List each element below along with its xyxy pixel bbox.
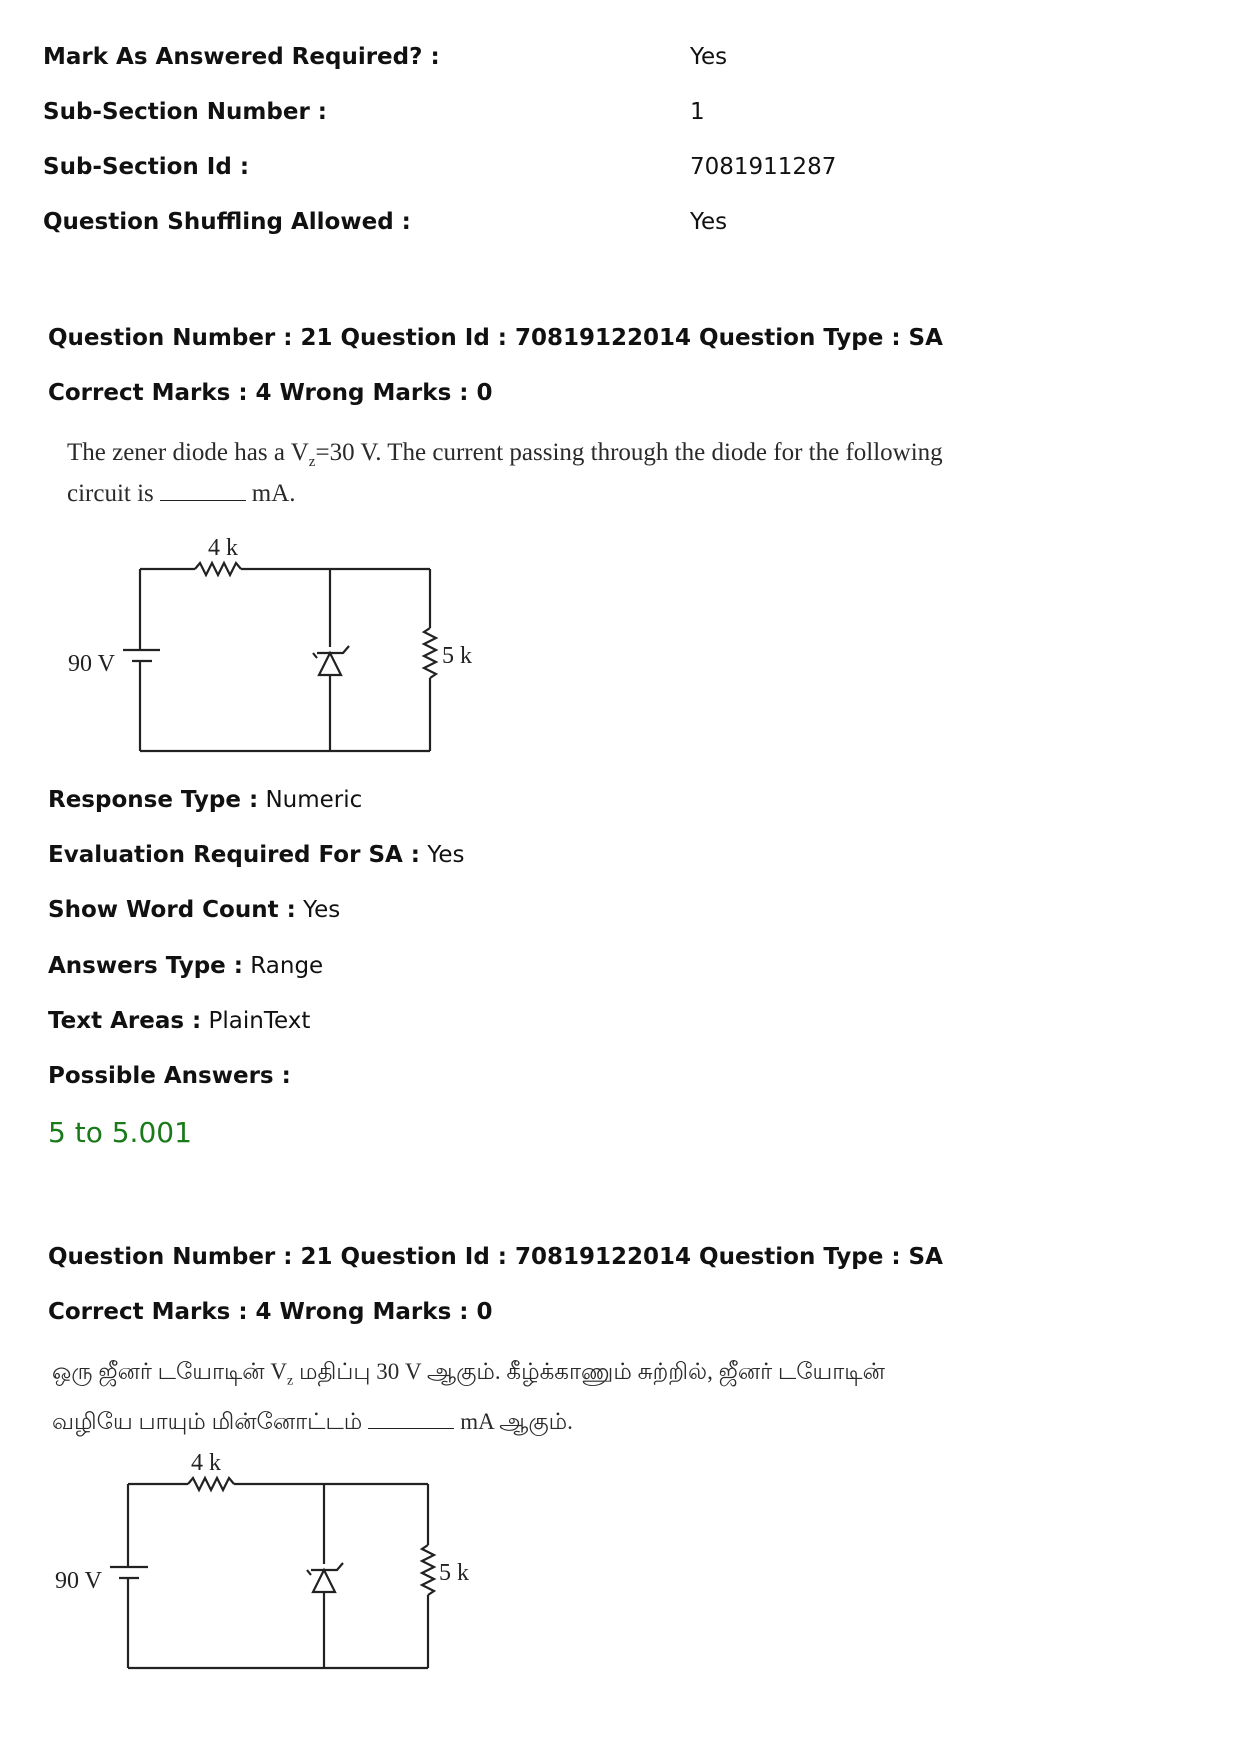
subscript: z <box>308 454 316 470</box>
field-value-subsection-id: 7081911287 <box>690 154 837 180</box>
detail-possible-answers <box>48 1061 291 1091</box>
field-label-shuffling: Question Shuffling Allowed : <box>43 209 411 235</box>
resistor-5k <box>424 628 436 678</box>
question-text-part: =30 V. The current passing through the diode for the following <box>315 439 943 466</box>
question-text-part: circuit is <box>67 480 154 507</box>
question-title: Question Number : 21 Question Id : 70819122014 Question Type : SA <box>48 1244 943 1270</box>
answer-blank <box>160 482 246 501</box>
circuit-diagram <box>48 1440 478 1680</box>
source-label: 90 V <box>68 651 115 677</box>
detail-label: Evaluation Required For SA : <box>48 842 421 868</box>
detail-label: Show Word Count : <box>48 897 296 923</box>
resistor-4k <box>188 1478 234 1490</box>
detail-answers-type <box>48 951 323 981</box>
question-text-part: mA ஆகும். <box>460 1408 573 1434</box>
detail-value: Numeric <box>258 787 363 813</box>
question-marks: Correct Marks : 4 Wrong Marks : 0 <box>48 380 493 406</box>
question-title: Question Number : 21 Question Id : 70819122014 Question Type : SA <box>48 325 943 351</box>
question-text-part: ஒரு ஜீனர் டயோடின் V <box>52 1359 287 1384</box>
detail-value: Yes <box>295 897 341 923</box>
zener-diode <box>313 1570 335 1592</box>
resistor-label-r1: 4 k <box>191 1450 221 1476</box>
resistor-4k <box>195 563 241 575</box>
possible-answer: 5 to 5.001 <box>48 1116 192 1149</box>
resistor-5k <box>422 1545 434 1595</box>
detail-label: Answers Type : <box>48 953 243 979</box>
detail-value: Range <box>242 953 324 979</box>
detail-evaluation-required <box>48 840 464 870</box>
zener-diode <box>319 653 341 675</box>
field-value-shuffling: Yes <box>690 209 728 235</box>
resistor-label-r2: 5 k <box>439 1560 469 1586</box>
field-label-subsection-number: Sub-Section Number : <box>43 99 328 125</box>
resistor-label-r2: 5 k <box>442 643 472 669</box>
resistor-label-r1: 4 k <box>208 535 238 561</box>
question-marks: Correct Marks : 4 Wrong Marks : 0 <box>48 1299 493 1325</box>
question-text <box>67 437 943 509</box>
field-label-subsection-id: Sub-Section Id : <box>43 154 250 180</box>
answer-blank <box>368 1410 454 1429</box>
field-value-subsection-number: 1 <box>690 99 705 125</box>
question-text-part: mA. <box>251 480 296 507</box>
detail-value: Yes <box>420 842 465 868</box>
question-text <box>52 1352 885 1442</box>
field-value-mark-answered: Yes <box>690 44 728 70</box>
circuit-diagram <box>60 525 480 760</box>
question-text-part: வழியே பாயும் மின்னோட்டம் <box>52 1408 363 1434</box>
subscript: z <box>286 1373 294 1389</box>
detail-response-type <box>48 785 362 815</box>
question-text-part: The zener diode has a V <box>67 439 309 466</box>
detail-show-word-count <box>48 895 340 925</box>
source-label: 90 V <box>55 1568 102 1594</box>
detail-label: Possible Answers : <box>48 1063 291 1089</box>
detail-text-areas <box>48 1006 310 1036</box>
detail-label: Text Areas : <box>48 1008 202 1034</box>
field-label-mark-answered: Mark As Answered Required? : <box>43 44 440 70</box>
detail-value: PlainText <box>201 1008 311 1034</box>
detail-label: Response Type : <box>48 787 259 813</box>
question-text-part: மதிப்பு 30 V ஆகும். கீழ்க்காணும் சுற்றில், ஜீனர் டயோடின் <box>293 1359 885 1384</box>
